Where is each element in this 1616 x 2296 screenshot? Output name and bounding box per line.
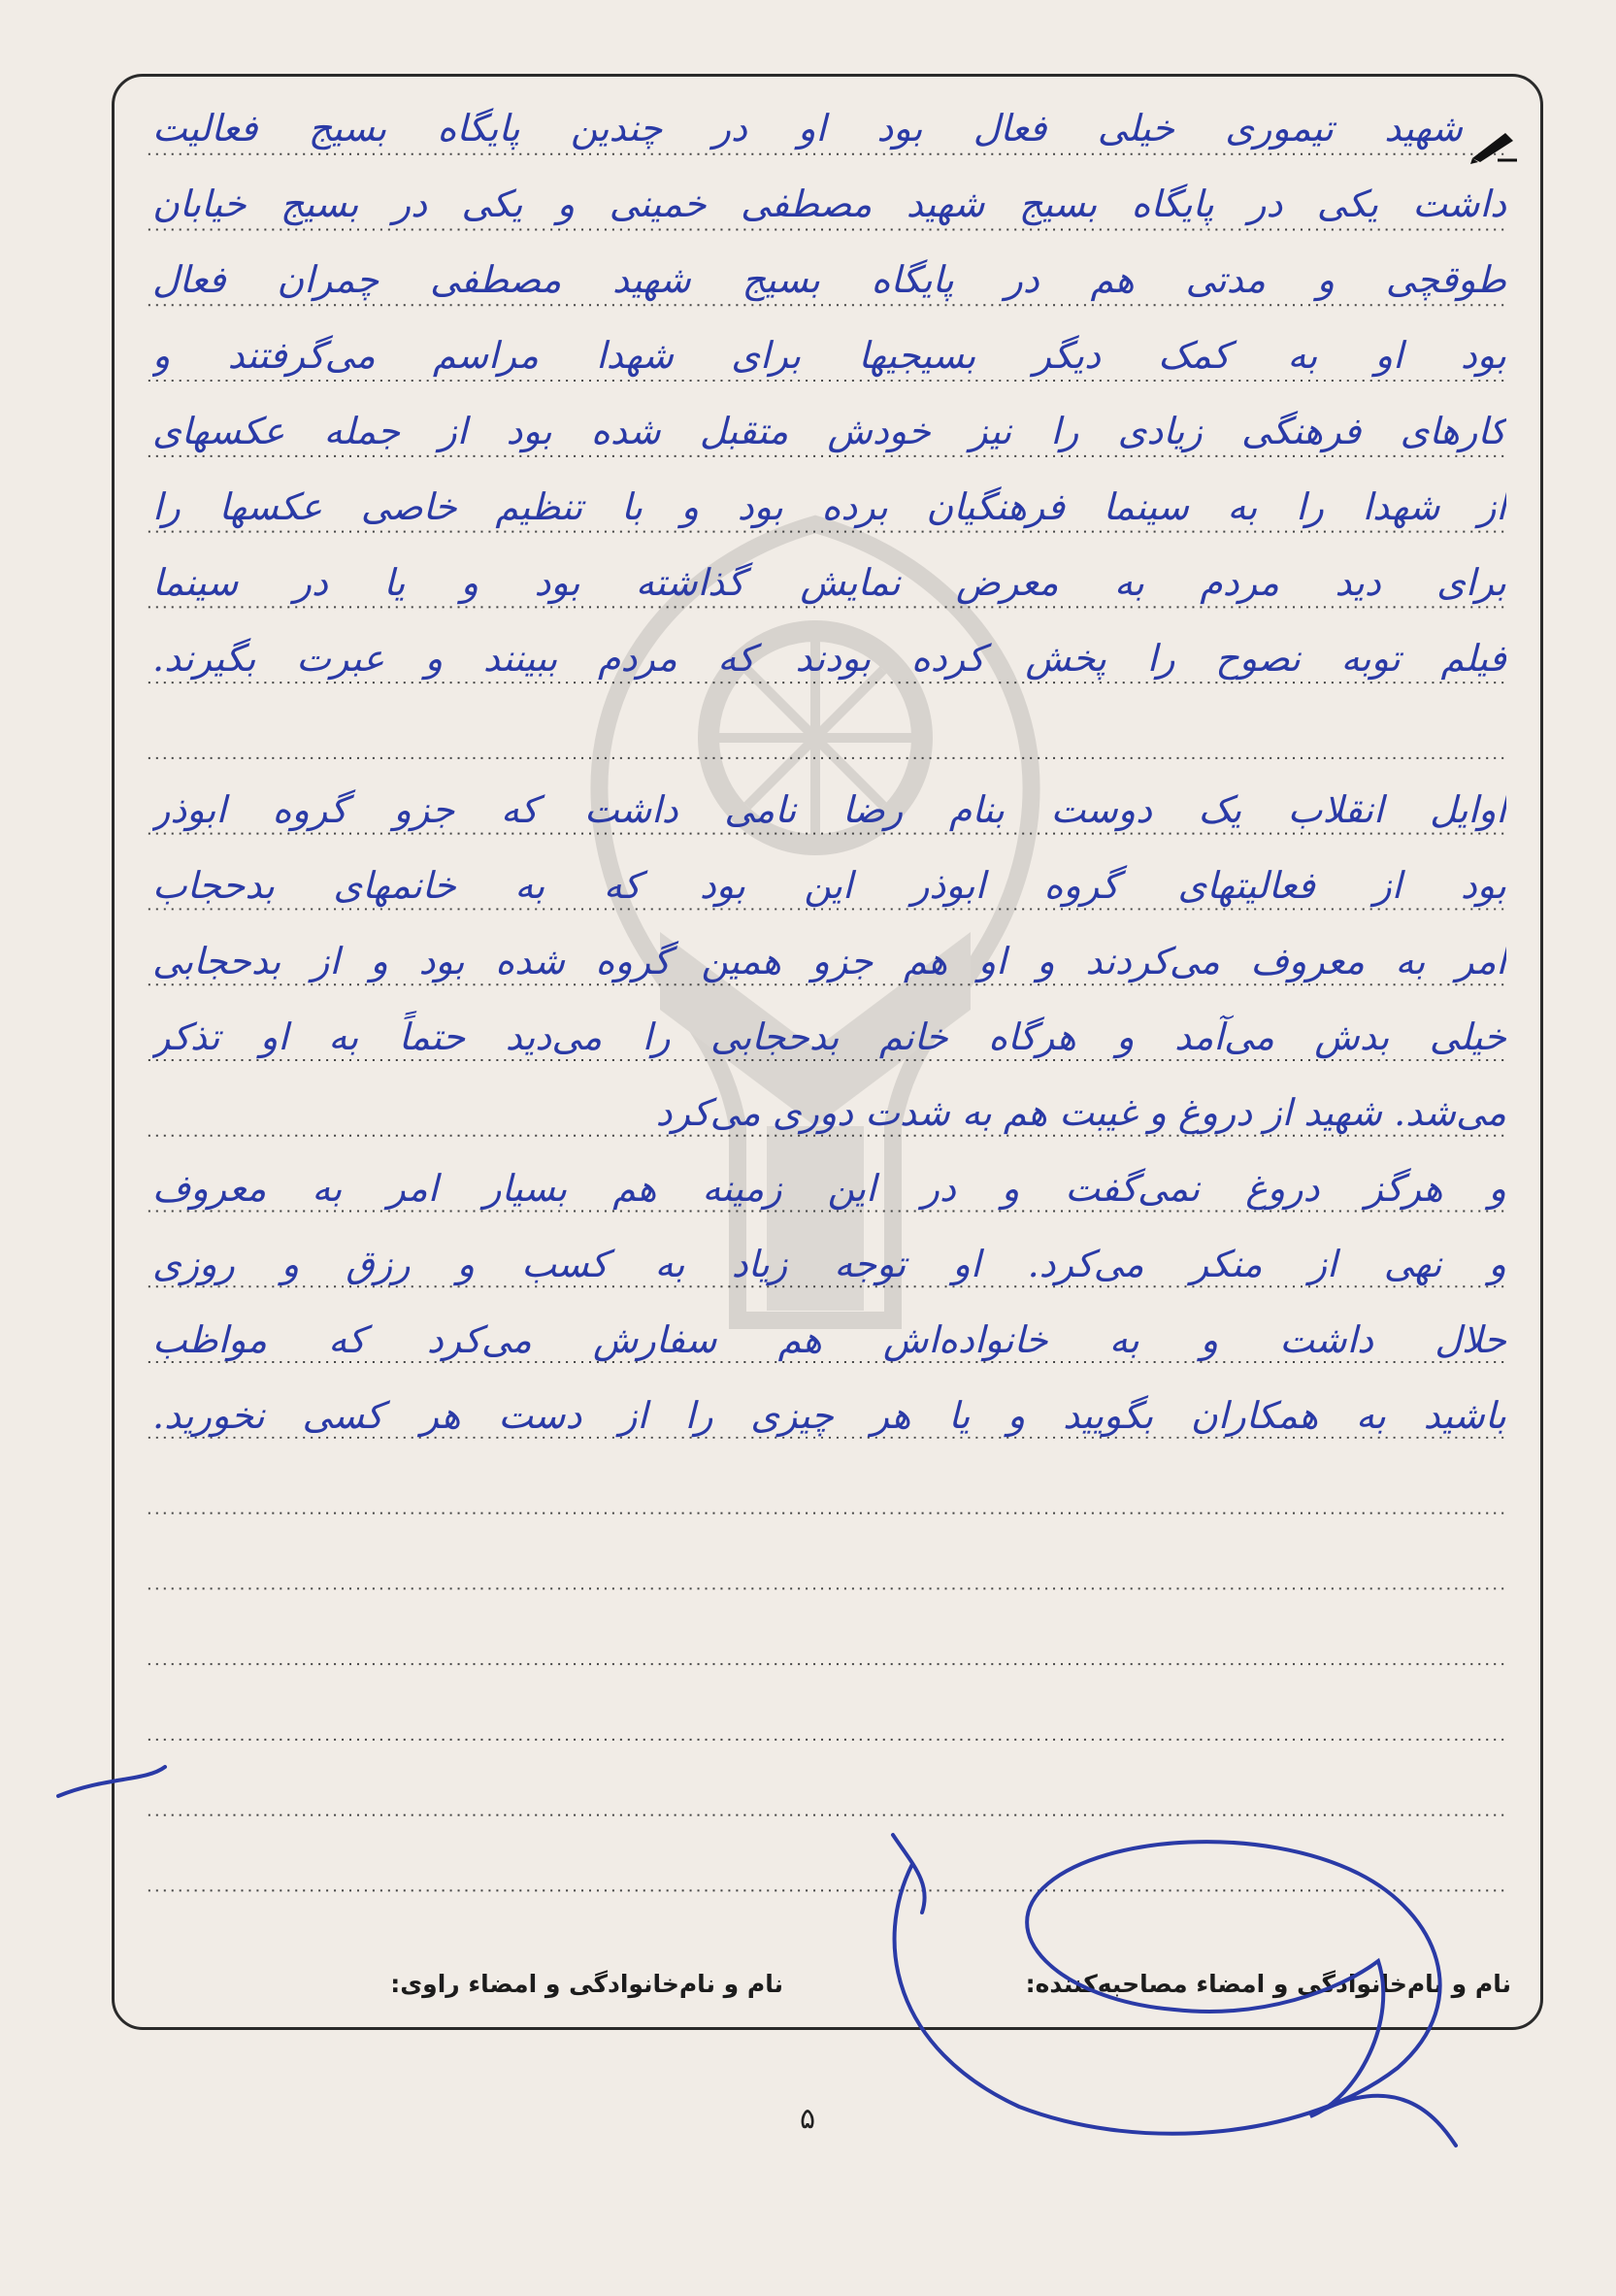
handwritten-line: و هرگز دروغ نمی‌گفت و در این زمینه هم بسیار امر به معروف — [152, 1167, 1506, 1210]
interviewer-signature-label: نام و نام‌خانوادگی و امضاء مصاحبه‌کننده: — [1025, 1970, 1511, 1998]
narrator-signature-label: نام و نام‌خانوادگی و امضاء راوی: — [390, 1970, 783, 1998]
page-number: ۵ — [799, 2102, 816, 2136]
handwritten-line: بود او به کمک دیگر بسیجیها برای شهدا مراسم می‌گرفتند و — [152, 334, 1506, 377]
handwritten-line: فیلم توبه نصوح را پخش کرده بودند که مردم ببینند و عبرت بگیرند. — [152, 637, 1506, 680]
handwritten-line: حلال داشت و به خانواده‌اش هم سفارش می‌کرد که مواظب — [152, 1318, 1506, 1361]
handwritten-line: امر به معروف می‌کردند و او هم جزو همین گروه شده بود و از بدحجابی — [152, 940, 1506, 982]
handwritten-line: اوایل انقلاب یک دوست بنام رضا نامی داشت که جزو گروه ابوذر — [152, 788, 1506, 831]
handwritten-line: و نهی از منکر می‌کرد. او توجه زیاد به کسب و رزق و روزی — [152, 1243, 1506, 1285]
handwritten-line: برای دید مردم به معرض نمایش گذاشته بود و یا در سینما — [152, 561, 1506, 604]
signature-scribble — [854, 1825, 1475, 2155]
handwritten-line: داشت یکی در پایگاه بسیج شهید مصطفی خمینی و یکی در بسیج خیابان — [152, 183, 1506, 225]
handwritten-line: کارهای فرهنگی زیادی را نیز خودش متقبل شده بود از جمله عکسهای — [152, 410, 1506, 452]
handwritten-line: شهید تیموری خیلی فعال بود او در چندین پایگاه بسیج فعالیت — [152, 107, 1463, 150]
handwritten-line — [152, 700, 1506, 768]
handwritten-line: می‌شد. شهید از دروغ و غیبت هم به شدت دوری می‌کرد — [655, 1091, 1506, 1134]
handwritten-line: خیلی بدش می‌آمد و هرگاه خانم بدحجابی را می‌دید حتماً به او تذکر — [152, 1015, 1506, 1058]
pen-icon — [1468, 125, 1519, 164]
handwritten-line: طوقچی و مدتی هم در پایگاه بسیج شهید مصطفی چمران فعال — [152, 258, 1506, 301]
handwritten-line: از شهدا را به سینما فرهنگیان برده بود و با تنظیم خاصی عکسها را — [152, 485, 1506, 528]
handwritten-line: باشید به همکاران بگویید و یا هر چیزی را از دست هر کسی نخورید. — [152, 1394, 1506, 1437]
page-frame — [112, 74, 1543, 2030]
handwritten-line: بود از فعالیتهای گروه ابوذر این بود که به خانمهای بدحجاب — [152, 864, 1506, 907]
